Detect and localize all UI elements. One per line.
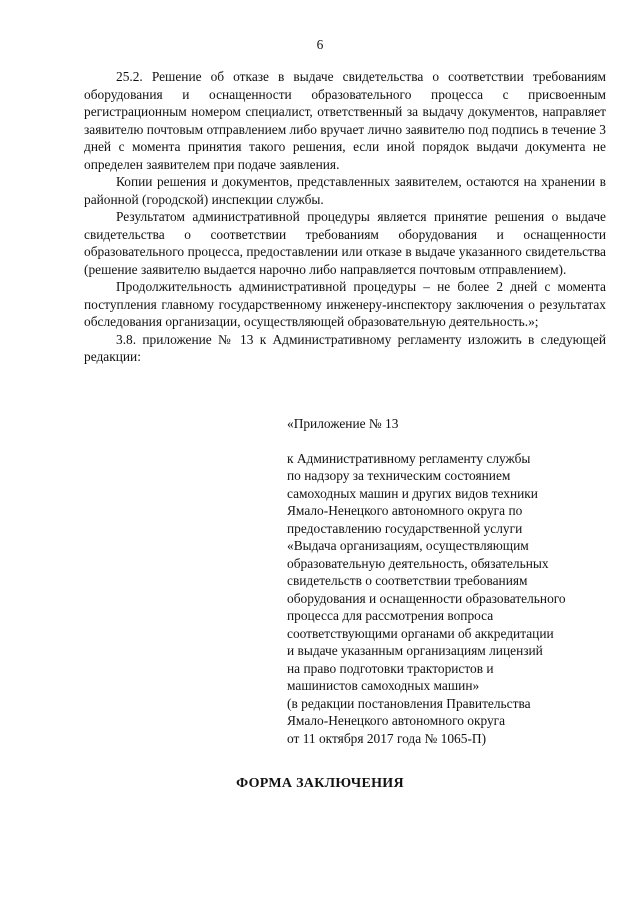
appendix-line: оборудования и оснащенности образовательного [287,590,566,606]
paragraph-duration: Продолжительность административной процедуры – не более 2 дней с момента поступления главному государственному инженеру-инспектору заключения о результатах обследования организации, осуществляющей образовательную деятельность.»; [84,279,606,329]
paragraph-amendment: 3.8. приложение № 13 к Административному регламенту изложить в следующей редакции: [84,331,606,364]
appendix-line: от 11 октября 2017 года № 1065-П) [287,730,487,746]
appendix-line: самоходных машин и других видов техники [287,485,538,501]
appendix-line: на право подготовки трактористов и [287,660,494,676]
appendix-line: предоставлению государственной услуги [287,520,523,536]
paragraph-result: Результатом административной процедуры является принятие решения о выдаче свидетельства о соответствии требованиям оборудования и оснащенности образовательного процесса, предоставлении или отказе в выдаче указанного свидетельства (решение заявителю выдается нарочно либо направляется почтовым отправлением). [84,209,606,277]
form-title: ФОРМА ЗАКЛЮЧЕНИЯ [236,776,404,791]
page-number: 6 [316,37,324,52]
appendix-line: процесса для рассмотрения вопроса [287,608,494,623]
appendix-title: «Приложение № 13 [287,416,399,431]
appendix-line: машинистов самоходных машин» [287,678,480,693]
appendix-line: образовательную деятельность, обязательных [287,555,549,571]
appendix-line: соответствующими органами об аккредитации [287,625,554,641]
paragraph-decision-refusal: 25.2. Решение об отказе в выдаче свидетельства о соответствии требованиям оборудования и оснащенности образовательного процесса с присвоенным регистрационным номером специалист, ответственный за выдачу документов, направляет заявителю почтовым отправлением либо вручает лично заявителю под подпись в течение 3 дней с момента принятия такого решения, если иной порядок выдачи документа не определен заявителем при подаче заявления. [84,69,606,172]
paragraph-copies: Копии решения и документов, представленных заявителем, остаются на хранении в районной (городской) инспекции службы. [84,174,606,207]
appendix-line: (в редакции постановления Правительства [287,695,531,711]
body-text [84,68,606,366]
appendix-line: по надзору за техническим состоянием [287,468,511,483]
appendix-line: и выдаче указанным организациям лицензий [287,643,543,658]
appendix-line: свидетельств о соответствии требованиям [287,573,528,588]
appendix-header [287,415,617,747]
appendix-line: Ямало-Ненецкого автономного округа по [287,503,523,518]
appendix-line: к Административному регламенту службы [287,450,531,466]
appendix-line: «Выдача организациям, осуществляющим [287,538,529,553]
appendix-line: Ямало-Ненецкого автономного округа [287,713,506,728]
